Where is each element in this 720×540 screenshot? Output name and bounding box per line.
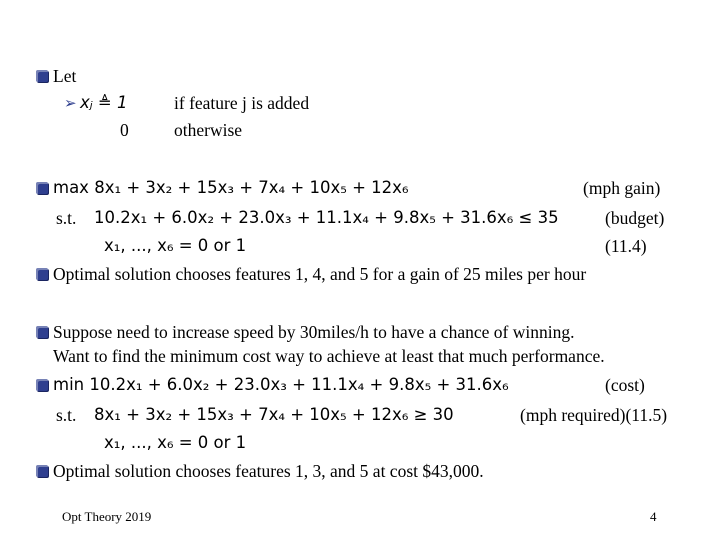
indicator-zero-value: 0 <box>120 120 129 140</box>
mph-gain-tag: (mph gain) <box>583 178 661 198</box>
square-bullet-icon <box>36 326 48 338</box>
indicator-condition-otherwise: otherwise <box>174 120 243 140</box>
budget-tag: (budget) <box>605 208 665 228</box>
suppose-line-1: Suppose need to increase speed by 30miles/h to have a chance of winning. <box>53 322 575 342</box>
arrow-bullet-icon: ➢ <box>64 94 77 112</box>
budget-constraint: 10.2x₁ + 6.0x₂ + 23.0x₃ + 11.1x₄ + 9.8x₅ + 31.6x₆ ≤ 35 <box>94 208 559 227</box>
binary-constraint: x₁, ..., x₆ = 0 or 1 <box>104 236 247 255</box>
st-label: s.t. <box>56 208 77 228</box>
square-bullet-icon <box>36 268 48 280</box>
min-objective: min 10.2x₁ + 6.0x₂ + 23.0x₃ + 11.1x₄ + 9.8x₅ + 31.6x₆ <box>53 375 509 394</box>
let-text: Let <box>53 66 77 86</box>
mph-constraint: 8x₁ + 3x₂ + 15x₃ + 7x₄ + 10x₅ + 12x₆ ≥ 30 <box>94 405 454 424</box>
indicator-condition-added: if feature j is added <box>174 93 310 113</box>
footer-title: Opt Theory 2019 <box>62 509 152 524</box>
max-objective: max 8x₁ + 3x₂ + 15x₃ + 7x₄ + 10x₅ + 12x₆ <box>53 178 409 197</box>
mph-required-tag: (mph required)(11.5) <box>520 405 668 425</box>
square-bullet-icon <box>36 70 48 82</box>
indicator-definition: xⱼ ≜ 1 <box>80 93 128 112</box>
st-label: s.t. <box>56 405 77 425</box>
cost-tag: (cost) <box>605 375 645 395</box>
optimal-solution-1: Optimal solution chooses features 1, 4, and 5 for a gain of 25 miles per hour <box>53 264 587 284</box>
optimal-solution-2: Optimal solution chooses features 1, 3, and 5 at cost $43,000. <box>53 461 484 481</box>
suppose-line-2: Want to find the minimum cost way to achieve at least that much performance. <box>53 346 605 366</box>
page-number: 4 <box>650 509 657 524</box>
equation-tag-11-4: (11.4) <box>605 236 647 256</box>
square-bullet-icon <box>36 182 48 194</box>
binary-constraint: x₁, ..., x₆ = 0 or 1 <box>104 433 247 452</box>
square-bullet-icon <box>36 379 48 391</box>
square-bullet-icon <box>36 465 48 477</box>
